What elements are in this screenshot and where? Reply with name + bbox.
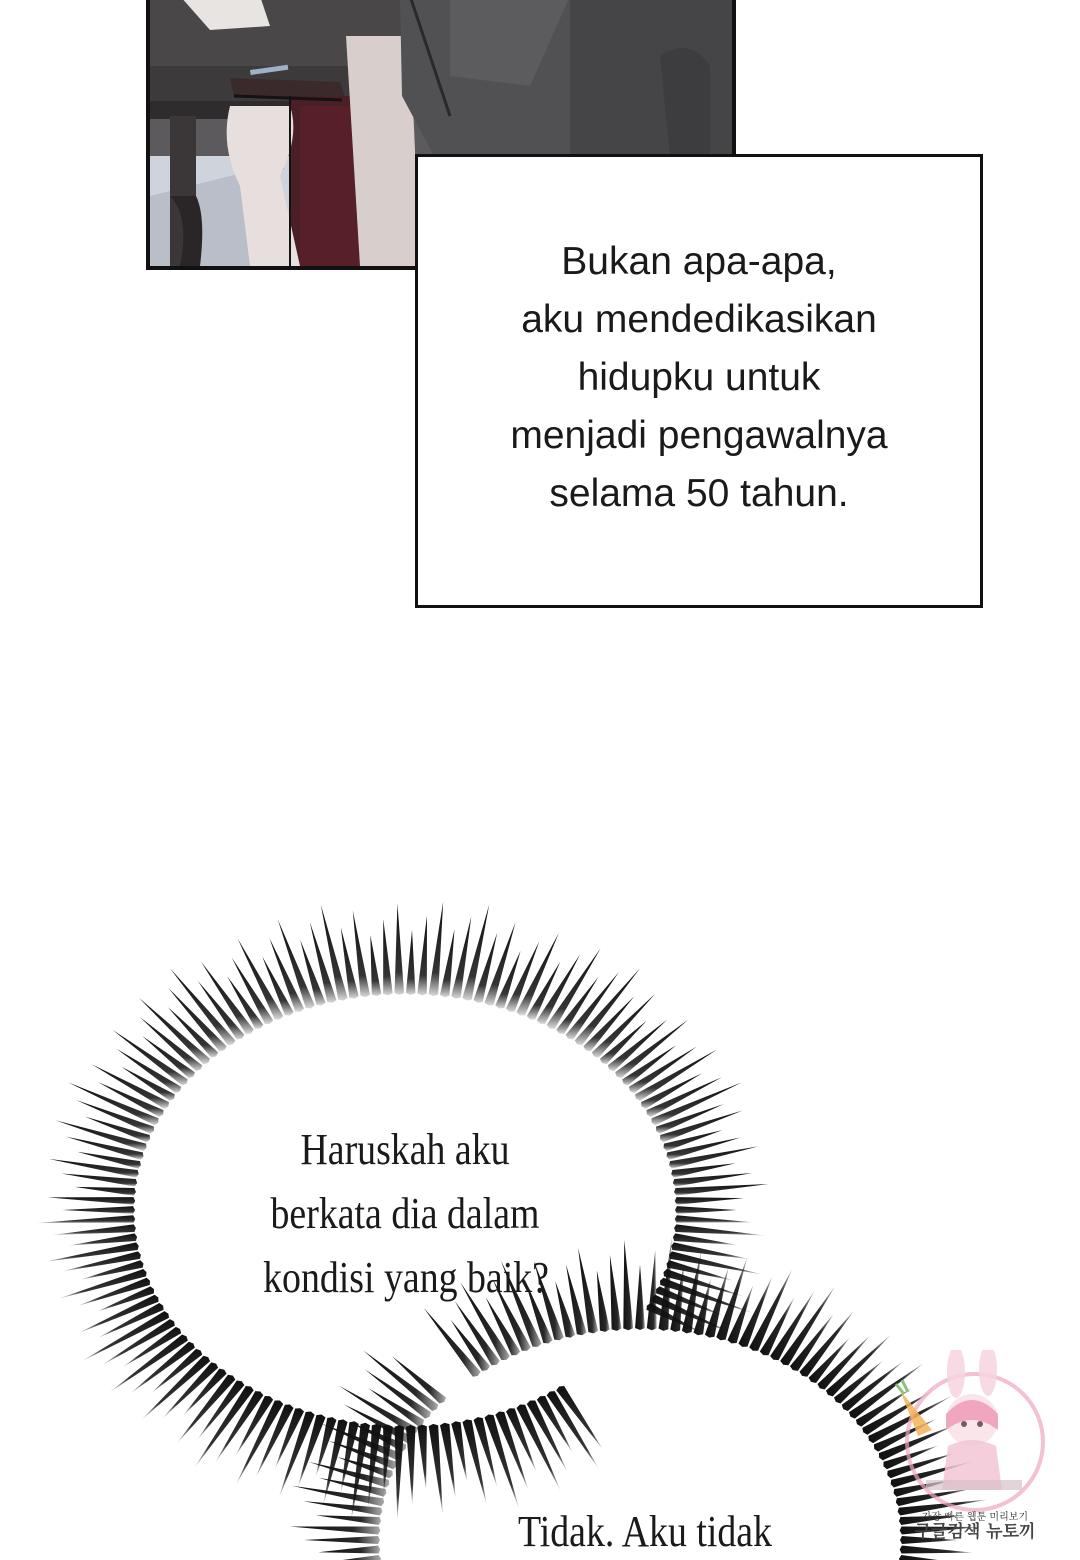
bubble-spike xyxy=(675,1197,744,1205)
thought-line: berkata dia dalam xyxy=(270,1189,540,1238)
bubble-spike xyxy=(195,1386,254,1468)
bubble-spike xyxy=(82,1311,169,1361)
bubble-spike xyxy=(37,1215,136,1223)
watermark-site-name: 구글검색 뉴토끼 xyxy=(914,1522,1036,1542)
bubble-spike xyxy=(429,902,443,997)
bubble-spike xyxy=(675,1215,751,1223)
bubble-spike xyxy=(62,1206,135,1214)
narration-line: hidupku untuk xyxy=(577,356,821,399)
bubble-spike xyxy=(69,1233,137,1245)
bubble-spike xyxy=(424,1308,481,1377)
bubble-spike xyxy=(417,1425,427,1490)
bubble-spike xyxy=(826,1335,891,1397)
bubble-spike xyxy=(113,1030,188,1086)
bubble-spike xyxy=(623,1240,633,1330)
bubble-spike xyxy=(417,915,427,995)
bubble-spike xyxy=(48,1197,136,1205)
narration-line: menjadi pengawalnya xyxy=(510,414,888,457)
bubble-spike xyxy=(675,1206,737,1214)
bubble-spike xyxy=(318,1546,380,1554)
narration-line: Bukan apa-apa, xyxy=(561,240,837,283)
bubble-spike xyxy=(674,1224,765,1235)
bubble-spike xyxy=(177,1375,235,1443)
thought-bubble-2-text: Tidak. Aku tidak xyxy=(517,1507,773,1556)
narration-line: selama 50 tahun. xyxy=(549,472,849,515)
bubble-spike xyxy=(440,929,455,997)
thought-bubble-1-text xyxy=(263,1118,547,1310)
bubble-spike xyxy=(635,1264,645,1330)
bubble-spike xyxy=(575,968,640,1045)
bubble-spike xyxy=(383,919,393,995)
bubble-spike xyxy=(440,1423,456,1499)
bubble-spike xyxy=(370,935,381,996)
bubble-spike xyxy=(142,1356,210,1420)
thought-line: kondisi yang baik? xyxy=(263,1253,549,1302)
bubble-spike xyxy=(110,1334,188,1392)
bubble-spike xyxy=(592,994,655,1058)
bubble-spike xyxy=(316,1515,381,1525)
bubble-spike xyxy=(131,1342,195,1394)
bubble-spike xyxy=(429,1424,443,1515)
bubble-spike xyxy=(597,1270,610,1331)
bubble-spike xyxy=(61,1173,137,1186)
bubble-spike xyxy=(52,1224,136,1235)
watermark-caption xyxy=(892,1512,1058,1542)
bubble-spike xyxy=(290,1526,380,1534)
bubble-spike xyxy=(647,1251,657,1331)
bubble-spike xyxy=(615,1020,688,1078)
bubble-spike xyxy=(673,1233,738,1245)
bubble-spike xyxy=(635,1049,717,1100)
bubble-spike xyxy=(363,1350,438,1410)
bubble-spike xyxy=(451,1421,467,1481)
bubble-spike xyxy=(406,930,416,995)
bubble-spike xyxy=(610,1255,622,1331)
bubble-spike xyxy=(899,1555,986,1560)
narration-line: aku mendedikasikan xyxy=(521,298,877,341)
bubble-spike xyxy=(168,988,226,1051)
bubble-spike xyxy=(674,1184,769,1196)
bubble-spike xyxy=(395,904,405,995)
bubble-spike xyxy=(304,1536,380,1544)
bubble-spike xyxy=(295,1555,382,1560)
watermark-tagline: 가장 빠른 웹툰 미리보기 xyxy=(921,1512,1029,1523)
bubble-spike xyxy=(75,1187,136,1196)
thought-line: Haruskah aku xyxy=(300,1125,510,1174)
